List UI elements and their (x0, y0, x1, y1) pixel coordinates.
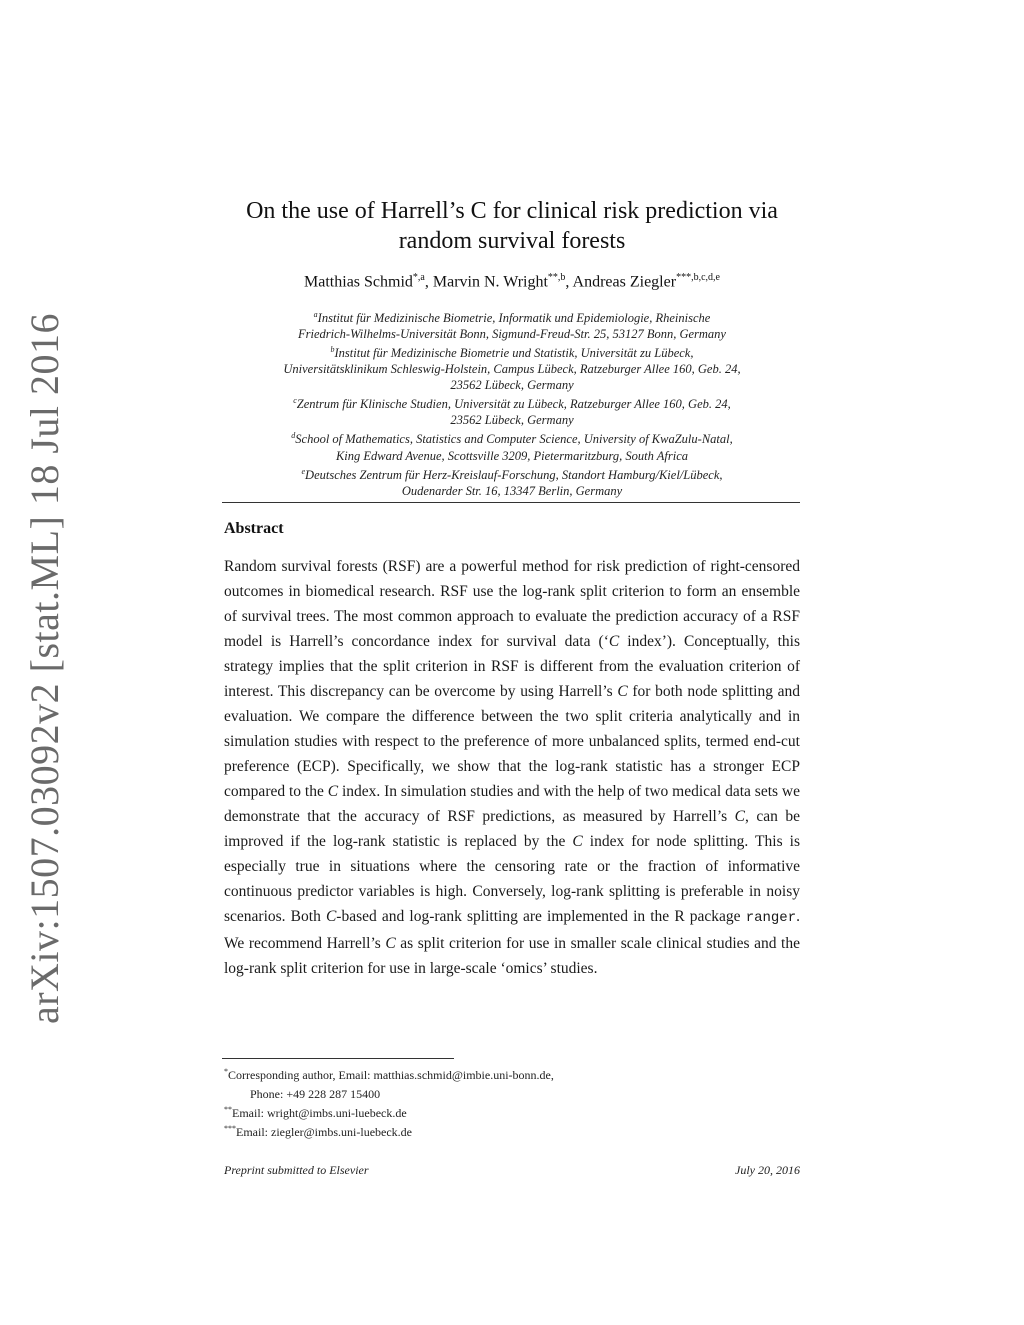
footnote-email-wright: **Email: wright@imbs.uni-luebeck.de (224, 1105, 407, 1120)
preprint-date: July 20, 2016 (735, 1163, 800, 1177)
affiliation-a-cont: Friedrich-Wilhelms-Universität Bonn, Sigmund-Freud-Str. 25, 53127 Bonn, Germany (298, 327, 726, 342)
author-marks: **,b (547, 272, 566, 283)
affiliations (222, 307, 802, 499)
footnote-divider (222, 1058, 454, 1059)
header-divider (222, 502, 800, 503)
paper-title (222, 196, 802, 256)
title-line-2: random survival forests (398, 228, 626, 254)
arxiv-identifier-text: arXiv:1507.03092v2 [stat.ML] 18 Jul 2016 (22, 312, 68, 1024)
affiliation-a: $^a$Institut für Medizinische Biometrie, Informatik und Epidemiologie, Rheinische (313, 310, 711, 326)
author-name: Andreas Ziegler (572, 273, 677, 291)
arxiv-identifier-stamp (2, 312, 88, 1024)
footnote-corresponding: *Corresponding author, Email: matthias.schmid@imbie.uni-bonn.de, (224, 1067, 554, 1082)
page-footer (224, 1163, 800, 1178)
author-marks: *,a (412, 272, 425, 283)
title-line-1: On the use of Harrell’s C for clinical risk prediction via (246, 198, 778, 224)
author-name: Matthias Schmid (304, 273, 413, 291)
affiliation-e: $^e$Deutsches Zentrum für Herz-Kreislauf-Forschung, Standort Hamburg/Kiel/Lübeck, (301, 466, 723, 482)
author-name: Marvin N. Wright (432, 273, 548, 291)
affiliation-b-cont: Universitätsklinikum Schleswig-Holstein, Campus Lübeck, Ratzeburger Allee 160, Geb. 24, (283, 362, 741, 377)
affiliation-b: $^b$Institut für Medizinische Biometrie und Statistik, Universität zu Lübeck, (330, 345, 694, 361)
abstract-heading: Abstract (224, 520, 284, 537)
package-name: ranger (745, 910, 797, 926)
affiliation-d: $^d$School of Mathematics, Statistics and Computer Science, University of KwaZulu-Natal, (291, 431, 733, 447)
affiliation-b-cont: 23562 Lübeck, Germany (450, 378, 574, 393)
footnote-phone: Phone: +49 228 287 15400 (250, 1087, 381, 1101)
footnotes (224, 1064, 804, 1140)
footnote-email-ziegler: ***Email: ziegler@imbs.uni-luebeck.de (224, 1124, 412, 1139)
affiliation-c-cont: 23562 Lübeck, Germany (450, 413, 574, 428)
author-list: Matthias Schmid$^{*,a}$, Marvin N. Wright$^{**,b}$, Andreas Ziegler$^{***,b,c,d,e}$ (304, 272, 720, 291)
affiliation-d-cont: King Edward Avenue, Scottsville 3209, Pietermaritzburg, South Africa (335, 448, 689, 463)
author-marks: ***,b,c,d,e (676, 272, 720, 283)
affiliation-e-cont: Oudenarder Str. 16, 13347 Berlin, Germany (401, 483, 623, 498)
abstract-text: Random survival forests (RSF) are a powerful method for risk prediction of right-censored outcomes in biomedical research. RSF use the log-rank split criterion to form an ensemble of survival trees. The most common approach to evaluate the prediction accuracy of a RSF model is Harrell’s concordance index for survival data (‘C index’). Conceptually, this strategy implies that the split criterion in RSF is different from the evaluation criterion of interest. This discrepancy can be overcome by using Harrell’s C for both node splitting and evaluation. We compare the difference between the two split criteria analytically and in simulation studies with respect to the preference of more unbalanced splits, termed end-cut preference (ECP). Specifically, we show that the log-rank statistic has a stronger ECP compared to the C index. In simulation studies and with the help of two medical data sets we demonstrate that the accuracy of RSF predictions, as measured by Harrell’s C, can be improved if the log-rank statistic is replaced by the C index for node splitting. This is especially true in situations where the censoring rate or the fraction of informative continuous predictor variables is high. Conversely, log-rank splitting is preferable in noisy scenarios. Both C-based and log-rank splitting are implemented in the R package ranger. We recommend Harrell’s C as split criterion for use in smaller scale clinical studies and the log-rank split criterion for use in large-scale ‘omics’ studies. (224, 558, 801, 977)
affiliation-c: $^c$Zentrum für Klinische Studien, Universität zu Lübeck, Ratzeburger Allee 160, Geb. 24, (293, 396, 731, 412)
preprint-note: Preprint submitted to Elsevier (224, 1163, 369, 1177)
